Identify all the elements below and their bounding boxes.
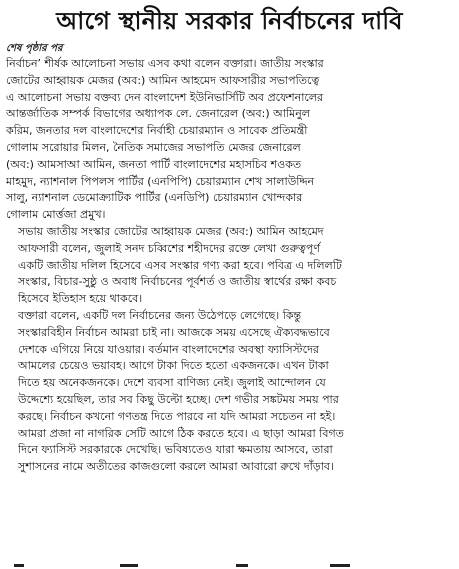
text-line: করিম, জনতার দল বাংলাদেশের নির্বাহী চেয়ারম্যান ও সাবেক প্রতিমন্ত্রী <box>6 124 308 138</box>
clipping-cut-edge <box>0 562 459 569</box>
text-line: (অব:) আমসাআ আমিন, জনতা পার্টি বাংলাদেশের মহাসচিব শওকত <box>6 157 302 171</box>
text-line: এ আলোচনা সভায় বক্তব্য দেন বাংলাদেশ ইউনিভার্সিটি অব প্রফেশনালের <box>6 90 324 104</box>
text-line: মাহমুদ, ন্যাশনাল পিপলস পার্টির (এনপিপি) চেয়ারম্যান শেখ সালাউদ্দিন <box>6 174 315 188</box>
text-line: গোলাম সরোয়ার মিলন, নৈতিক সমাজের সভাপতি মেজর জেনারেল <box>6 140 301 154</box>
text-line: দেশকে এগিয়ে নিয়ে যাওয়ার। বর্তমান বাংলাদেশের অবস্থা ফ্যাসিস্টদের <box>18 342 319 356</box>
text-line: করছে। নির্বাচন কখনো গণতন্ত্র দিতে পারবে না যদি আমরা সচেতন না হই। <box>18 409 336 423</box>
text-line: গোলাম মোর্ত্তজা প্রমুখ। <box>6 208 106 222</box>
text-line: সুশাসনের নামে অতীতের কাজগুলো করলে আমরা আবারো রুখে দাঁড়াব। <box>18 460 334 474</box>
text-line: আন্তর্জাতিক সম্পর্ক বিভাগের অধ্যাপক লে. জেনারেল (অব:) আমিনুল <box>6 107 310 121</box>
text-line: উদ্দেশ্যে হয়েছিল, তার সব কিছু উল্টো হচ্ছে। দেশ গভীর সঙ্কটময় সময় পার <box>18 392 339 406</box>
text-line: জোটের আহ্বায়ক মেজর (অব:) আমিন আহমেদ আফসারীর সভাপতিত্বে <box>6 73 320 87</box>
text-line: আফসারী বলেন, জুলাই সনদ চব্বিশের শহীদদের রক্তে লেখা গুরুত্বপূর্ণ <box>18 241 320 255</box>
paragraph-3 <box>6 308 453 476</box>
text-line: আমলের চেয়েও ভয়াবহ। আগে টাকা দিতে হতো একজনকে। এখন টাকা <box>18 359 329 373</box>
ink-fragment <box>236 564 248 567</box>
text-line: নির্বাচন’ শীর্ষক আলোচনা সভায় এসব কথা বলেন বক্তারা। জাতীয় সংস্কার <box>6 57 324 70</box>
text-line: দিতে হয় অনেকজনকে। দেশে ব্যবসা বাণিজ্য নেই। জুলাই আন্দোলন যে <box>18 376 326 390</box>
text-line: সভায় জাতীয় সংস্কার জোটের আহ্বায়ক মেজর (অব:) আমিন আহমেদ <box>18 224 324 238</box>
ink-fragment <box>14 564 24 567</box>
ink-fragment <box>120 564 138 567</box>
text-line: একটি জাতীয় দলিল হিসেবে এসব সংস্কার গণ্য করা হবে। পবিত্র এ দলিলটি <box>18 258 342 272</box>
text-line: সংস্কারবিহীন নির্বাচন আমরা চাই না। আজকে সময় এসেছে ঐক্যবদ্ধভাবে <box>18 325 330 339</box>
text-line: সংস্কার, বিচার-সুষ্ঠু ও অবাধ নির্বাচনের পূর্বশর্ত ও জাতীয় স্বার্থের রক্ষা কবচ <box>18 275 337 289</box>
paragraph-2 <box>6 224 453 308</box>
text-line: আমরা প্রজা না নাগরিক সেটি আগে ঠিক করতে হবে। এ ছাড়া আমরা বিগত <box>18 426 344 440</box>
continued-from-label: শেষ পৃষ্ঠার পর <box>6 43 63 54</box>
text-line: দিনে ফ্যাসিস্ট সরকারকে দেখেছি। ভবিষ্যতেও যারা ক্ষমতায় আসবে, তারা <box>18 443 333 457</box>
article-body <box>6 56 453 476</box>
paragraph-1 <box>6 56 453 224</box>
headline: আগে স্থানীয় সরকার নির্বাচনের দাবি <box>56 7 403 35</box>
ink-fragment <box>330 564 350 567</box>
text-line: বক্তারা বলেন, একটি দল নির্বাচনের জন্য উঠেপড়ে লেগেছে। কিন্তু <box>18 308 302 322</box>
text-line: হিসেবে ইতিহাস হয়ে থাকবে। <box>18 292 143 306</box>
text-line: সালু, ন্যাশনাল ডেমোক্র্যাটিক পার্টির (এনডিপি) চেয়ারম্যান খোন্দকার <box>6 191 303 205</box>
